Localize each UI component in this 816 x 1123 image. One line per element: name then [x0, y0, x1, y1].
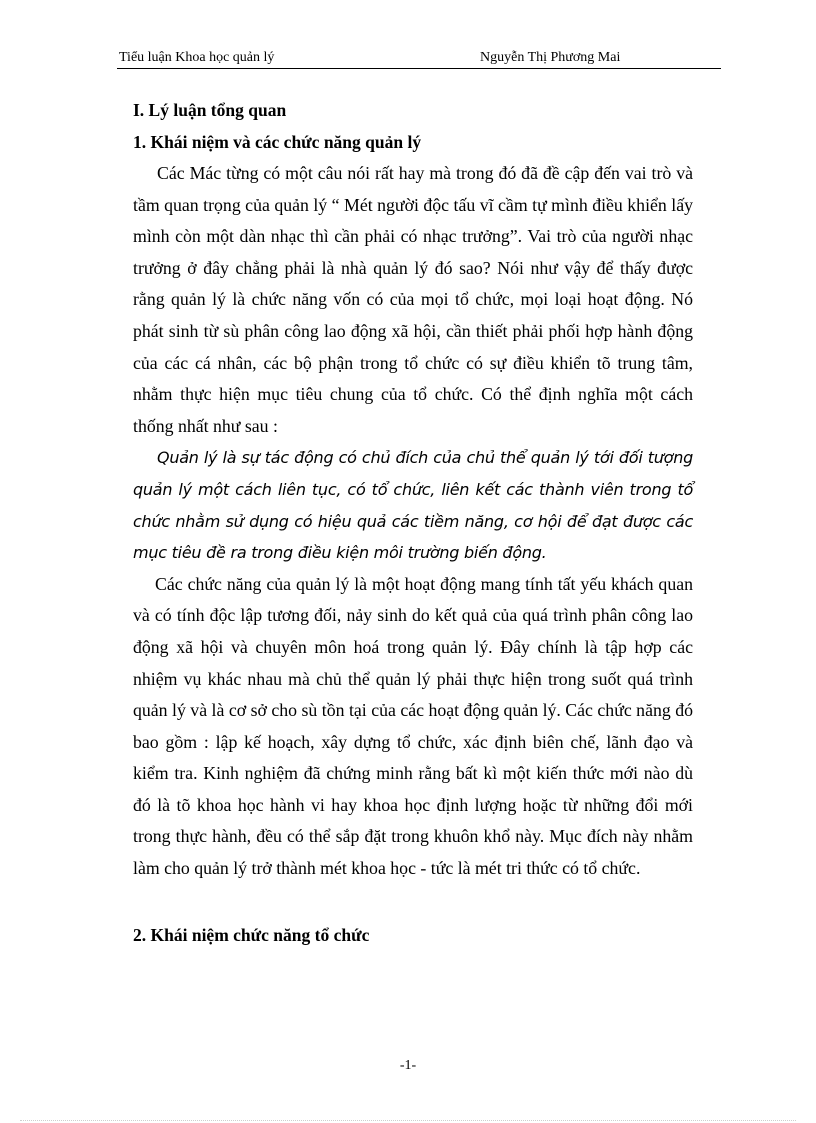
definition-quote: Quản lý là sự tác động có chủ đích của chủ thể quản lý tới đối tượng quản lý một cách liên tục, có tổ chức, liên kết các thành viên trong tổ chức nhằm sử dụng có hiệu quả các tiềm năng, cơ hội để đạt được các mục tiêu đề ra trong điều kiện môi trường biến động. [133, 448, 693, 563]
section-spacer [133, 885, 693, 919]
page-number: -1- [399, 1058, 417, 1073]
page-header [117, 50, 721, 69]
page-bottom-divider [20, 1120, 796, 1121]
header-author-name: Nguyễn Thị Phương Mai [480, 50, 621, 65]
document-body [133, 94, 693, 951]
paragraph-intro: Các Mác từng có một câu nói rất hay mà trong đó đã đề cập đến vai trò và tầm quan trọng của quản lý “ Mét người độc tấu vĩ cầm tự mình điều khiển lấy mình còn một dàn nhạc thì cần phải có nhạc trưởng”. Vai trò của người nhạc trưởng ở đây chẳng phải là nhà quản lý đó sao? Nói như vậy để thấy được rằng quản lý là chức năng vốn có của mọi tổ chức, mọi loại hoạt động. Nó phát sinh từ sù phân công lao động xã hội, cần thiết phải phối hợp hành động của các cá nhân, các bộ phận trong tổ chức có sự điều khiển tõ trung tâm, nhằm thực hiện mục tiêu chung của tổ chức. Có thể định nghĩa một cách thống nhất như sau : [133, 163, 693, 436]
header-document-title: Tiểu luận Khoa học quản lý [119, 50, 275, 65]
paragraph-functions: Các chức năng của quản lý là một hoạt động mang tính tất yếu khách quan và có tính độc lập tương đối, nảy sinh do kết quả của quá trình phân công lao động xã hội và chuyên môn hoá trong quản lý. Đây chính là tập hợp các nhiệm vụ khác nhau mà chủ thể quản lý phải thực hiện trong suốt quá trình quản lý và là cơ sở cho sù tồn tại của các hoạt động quản lý. Các chức năng đó bao gồm : lập kế hoạch, xây dựng tổ chức, xác định biên chế, lãnh đạo và kiểm tra. Kinh nghiệm đã chứng minh rằng bất kì một kiến thức mới nào dù đó là tõ khoa học hành vi hay khoa học định lượng hoặc từ những đổi mới trong thực hành, đều có thể sắp đặt trong khuôn khổ này. Mục đích này nhằm làm cho quản lý trở thành mét khoa học - tức là mét tri thức có tổ chức. [133, 573, 693, 879]
subsection-title-1: 1. Khái niệm và các chức năng quản lý [133, 132, 422, 152]
section-title: I. Lý luận tổng quan [133, 100, 287, 120]
subsection-title-2: 2. Khái niệm chức năng tổ chức [133, 924, 370, 945]
